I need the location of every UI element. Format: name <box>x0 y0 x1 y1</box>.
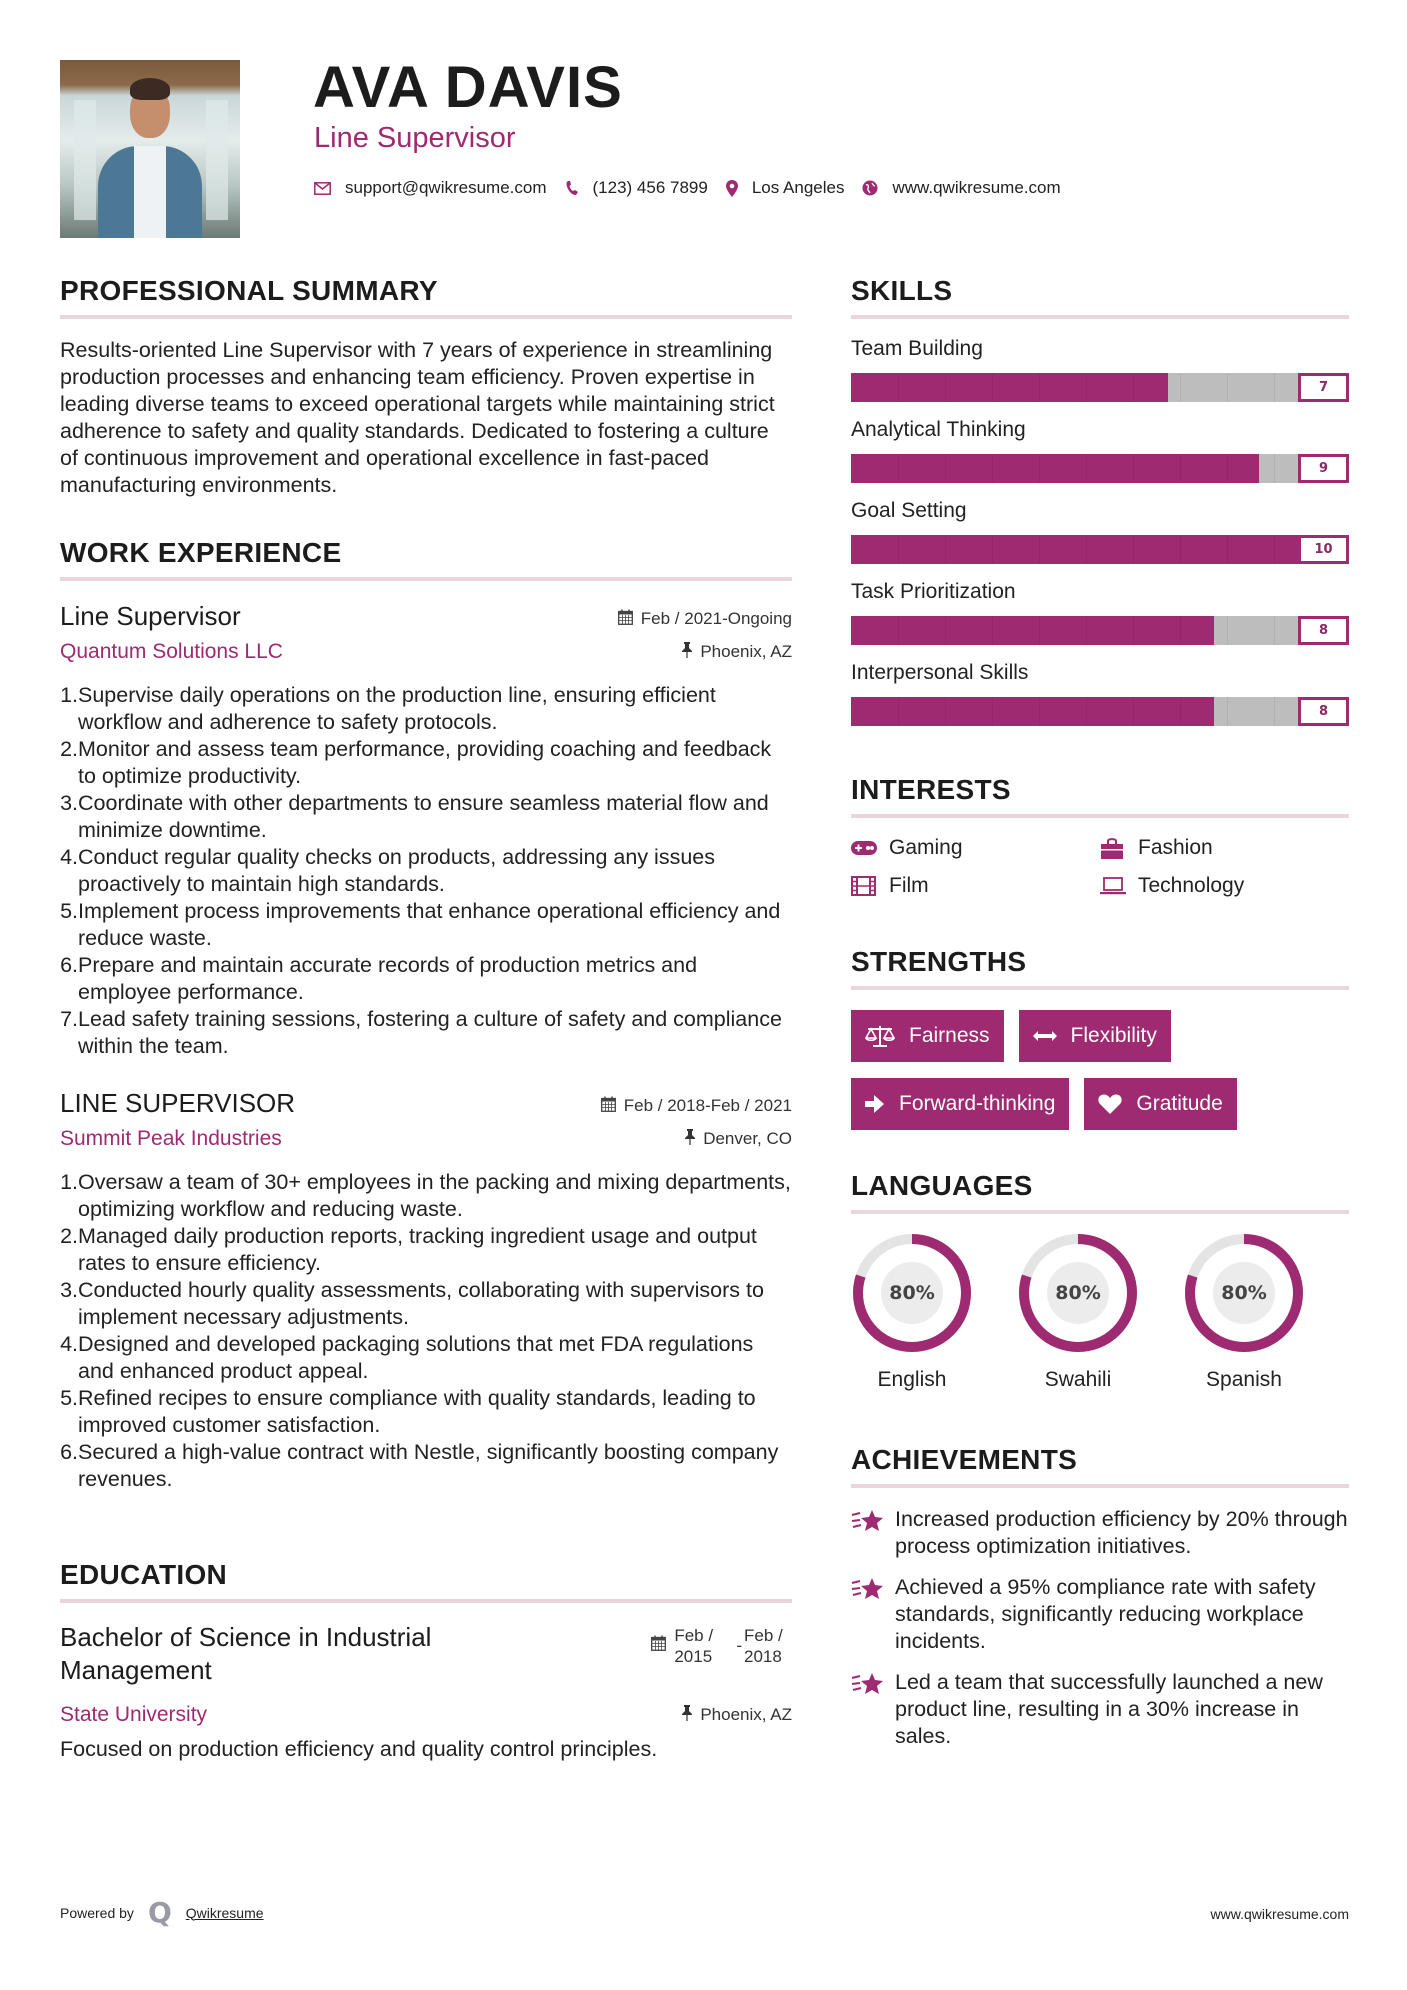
pushpin-icon <box>682 1705 692 1725</box>
bullet-item: 3. Conducted hourly quality assessments, collaborating with supervisors to implement necessary adjustments. <box>60 1278 764 1329</box>
section-divider <box>60 577 792 581</box>
summary-section <box>60 275 792 499</box>
job-entry <box>60 1088 792 1493</box>
skill-name: Task Prioritization <box>851 580 1016 603</box>
candidate-name: AVA DAVIS <box>313 55 623 120</box>
section-divider <box>851 814 1349 818</box>
skill-rating-bar <box>851 616 1349 645</box>
language-progress-ring <box>1183 1232 1305 1354</box>
bullet-item: 1. Oversaw a team of 30+ employees in the packing and mixing departments, optimizing workflow and reducing waste. <box>60 1170 791 1221</box>
section-divider <box>851 315 1349 319</box>
achievement-item: Led a team that successfully launched a new product line, resulting in a 30% increase in sales. <box>851 1669 1349 1750</box>
qwikresume-link[interactable]: Qwikresume <box>185 1904 264 1921</box>
section-heading: EDUCATION <box>60 1559 228 1590</box>
envelope-icon <box>314 182 331 195</box>
language-item <box>1183 1232 1349 1392</box>
school-location: Phoenix, AZ <box>682 1705 792 1725</box>
bullet-item: 4. Conduct regular quality checks on products, addressing any issues proactively to maintain high standards. <box>60 845 715 896</box>
achievement-item: Increased production efficiency by 20% through process optimization initiatives. <box>851 1506 1349 1560</box>
language-percent: 80% <box>1047 1262 1109 1324</box>
strength-tag: Flexibility <box>1019 1010 1171 1062</box>
bullet-item: 2. Managed daily production reports, tracking ingredient usage and output rates to ensure efficiency. <box>60 1224 757 1275</box>
section-heading: WORK EXPERIENCE <box>60 537 342 568</box>
qwikresume-logo-icon: Q <box>147 1896 172 1929</box>
skill-item <box>851 499 1349 564</box>
left-column <box>60 275 792 1762</box>
company-name: Quantum Solutions LLC <box>60 640 283 663</box>
footer-website-link[interactable]: www.qwikresume.com <box>1210 1906 1349 1922</box>
skill-bar-fill <box>851 454 1259 483</box>
language-percent: 80% <box>1213 1262 1275 1324</box>
job-title: LINE SUPERVISOR <box>60 1088 296 1118</box>
section-heading: LANGUAGES <box>851 1170 1033 1201</box>
bullet-item: 2. Monitor and assess team performance, providing coaching and feedback to optimize productivity. <box>60 737 772 788</box>
skill-score-badge: 9 <box>1298 454 1349 483</box>
interest-item: Technology <box>1100 874 1349 898</box>
achievements-section <box>851 1444 1349 1750</box>
language-percent: 80% <box>881 1262 943 1324</box>
bullet-item: 6. Secured a high-value contract with Nestle, significantly boosting company revenues. <box>60 1440 779 1491</box>
calendar-icon <box>651 1635 666 1657</box>
shooting-star-icon <box>851 1508 895 1538</box>
skill-score-badge: 7 <box>1298 373 1349 402</box>
job-location: Denver, CO <box>685 1129 792 1149</box>
skill-rating-bar <box>851 454 1349 483</box>
skill-item <box>851 661 1349 726</box>
job-date: Feb / 2018-Feb / 2021 <box>601 1096 792 1116</box>
map-pin-icon <box>726 180 738 197</box>
language-name: English <box>877 1368 947 1391</box>
bullet-item: 5. Refined recipes to ensure compliance with quality standards, leading to improved customer satisfaction. <box>60 1386 756 1437</box>
skill-rating-bar <box>851 535 1349 564</box>
section-heading: INTERESTS <box>851 774 1011 805</box>
strength-tag: Forward-thinking <box>851 1078 1069 1130</box>
skill-score-badge: 8 <box>1298 616 1349 645</box>
summary-text: Results-oriented Line Supervisor with 7 years of experience in streamlining production processes and enhancing team efficiency. Proven expertise in leading diverse teams to exceed operational targets while maintaining strict adherence to safety and quality standards. Dedicated to fostering a culture of continuous improvement and operational excellence in fast-paced manufacturing environments. <box>60 338 775 497</box>
job-entry <box>60 601 792 1060</box>
language-name: Swahili <box>1044 1368 1112 1391</box>
interest-item: Film <box>851 874 1100 898</box>
language-item <box>1017 1232 1183 1392</box>
laptop-icon <box>1100 877 1126 895</box>
contact-email[interactable]: support@qwikresume.com <box>314 178 547 198</box>
section-divider <box>851 1484 1349 1488</box>
interest-item: Gaming <box>851 836 1100 860</box>
job-date: Feb / 2021-Ongoing <box>618 609 792 629</box>
language-progress-ring <box>851 1232 973 1354</box>
right-column <box>851 275 1349 1764</box>
education-dates: Feb / 2015 - Feb / 2018 <box>651 1625 792 1667</box>
job-location: Phoenix, AZ <box>682 642 792 662</box>
skill-bar-fill <box>851 697 1214 726</box>
skill-score-badge: 10 <box>1298 535 1349 564</box>
language-name: Spanish <box>1206 1368 1282 1391</box>
pushpin-icon <box>685 1129 695 1149</box>
footer-powered-by: Powered by Q Qwikresume <box>60 1896 264 1929</box>
bullet-item: 1. Supervise daily operations on the production line, ensuring efficient workflow and adherence to safety protocols. <box>60 683 716 734</box>
skill-score-badge: 8 <box>1298 697 1349 726</box>
skill-item <box>851 337 1349 402</box>
languages-section <box>851 1170 1349 1392</box>
bullet-item: 4. Designed and developed packaging solutions that met FDA regulations and enhanced product appeal. <box>60 1332 754 1383</box>
bullet-item: 7. Lead safety training sessions, fostering a culture of safety and compliance within the team. <box>60 1007 782 1058</box>
strengths-section <box>851 946 1349 1146</box>
achievement-item: Achieved a 95% compliance rate with safety standards, significantly reducing workplace incidents. <box>851 1574 1349 1655</box>
section-divider <box>851 986 1349 990</box>
job-bullets <box>60 682 792 1060</box>
skill-rating-bar <box>851 697 1349 726</box>
education-description: Focused on production efficiency and quality control principles. <box>60 1737 658 1761</box>
arrows-horizontal-icon <box>1033 1030 1057 1042</box>
skill-bar-fill <box>851 616 1214 645</box>
calendar-icon <box>601 1096 616 1116</box>
bullet-item: 3. Coordinate with other departments to ensure seamless material flow and minimize downtime. <box>60 791 769 842</box>
section-divider <box>60 315 792 319</box>
skill-rating-bar <box>851 373 1349 402</box>
school-name: State University <box>60 1703 208 1726</box>
balance-scale-icon <box>865 1024 895 1048</box>
language-progress-ring <box>1017 1232 1139 1354</box>
phone-icon <box>565 180 579 196</box>
experience-section <box>60 537 792 1493</box>
job-bullets <box>60 1169 792 1493</box>
candidate-title: Line Supervisor <box>314 122 516 154</box>
section-divider <box>60 1599 792 1603</box>
company-name: Summit Peak Industries <box>60 1127 282 1150</box>
shooting-star-icon <box>851 1576 895 1606</box>
heart-icon <box>1098 1093 1122 1115</box>
bullet-item: 6. Prepare and maintain accurate records of production metrics and employee performance. <box>60 953 698 1004</box>
interest-item: Fashion <box>1100 836 1349 860</box>
education-section <box>60 1559 792 1762</box>
section-heading: SKILLS <box>851 275 953 306</box>
film-icon <box>851 876 877 896</box>
skill-name: Goal Setting <box>851 499 967 522</box>
interests-section <box>851 774 1349 898</box>
degree-title: Bachelor of Science in Industrial Management <box>60 1622 432 1685</box>
gamepad-icon <box>851 841 877 855</box>
contact-phone[interactable]: (123) 456 7899 <box>565 178 708 198</box>
globe-icon <box>862 180 878 196</box>
bullet-item: 5. Implement process improvements that enhance operational efficiency and reduce waste. <box>60 899 781 950</box>
skill-name: Analytical Thinking <box>851 418 1026 441</box>
pushpin-icon <box>682 642 692 662</box>
section-divider <box>851 1210 1349 1214</box>
skill-name: Interpersonal Skills <box>851 661 1029 684</box>
contact-website[interactable]: www.qwikresume.com <box>862 178 1060 198</box>
shooting-star-icon <box>851 1671 895 1701</box>
contact-location: Los Angeles <box>726 178 845 198</box>
strength-tag: Fairness <box>851 1010 1004 1062</box>
arrow-right-icon <box>865 1094 885 1114</box>
contact-bar <box>314 178 1079 198</box>
section-heading: PROFESSIONAL SUMMARY <box>60 275 438 306</box>
calendar-icon <box>618 609 633 629</box>
skills-section <box>851 275 1349 726</box>
profile-photo <box>60 60 240 238</box>
job-title: Line Supervisor <box>60 601 241 631</box>
skill-item <box>851 580 1349 645</box>
skill-name: Team Building <box>851 337 983 360</box>
skill-item <box>851 418 1349 483</box>
section-heading: ACHIEVEMENTS <box>851 1444 1078 1475</box>
section-heading: STRENGTHS <box>851 946 1027 977</box>
language-item <box>851 1232 1017 1392</box>
strength-tag: Gratitude <box>1084 1078 1236 1130</box>
shopping-bag-icon <box>1100 837 1126 859</box>
